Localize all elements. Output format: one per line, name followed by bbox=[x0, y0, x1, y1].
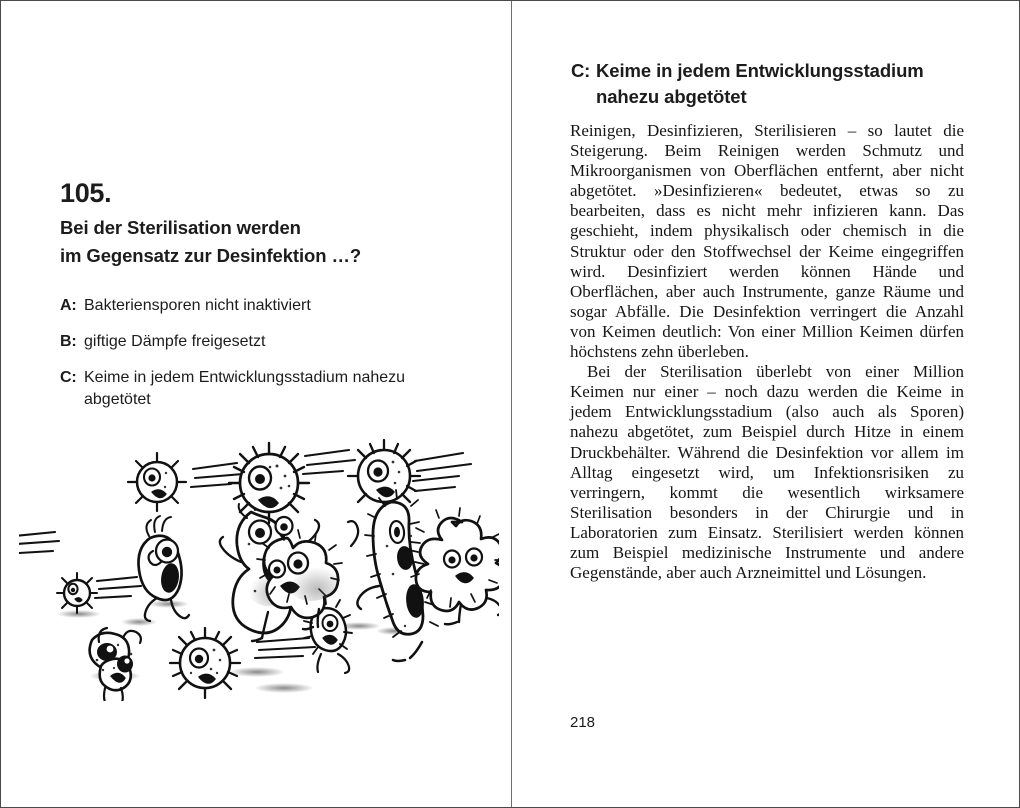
answer-option-a-letter: A: bbox=[60, 297, 77, 314]
question-title-line-1: Bei der Sterilisation werden bbox=[60, 217, 301, 238]
explanation-paragraph-2: Bei der Sterilisation überlebt von einer Million Keimen nur einer – noch dazu werden die Keime in jedem Entwicklungsstadium (also auch als Sporen) nahezu abgetötet, zum Beispiel durch Hitze in einem Druckbehälter. Während die Desinfektion vor allem im Alltag eingesetzt wird, um Infektionsrisiken zu verringern, kommt die wesentlich wirksamere Sterilisation besonders in der Chirurgie und in Laboratorien zum Einsatz. Sterilisiert werden können zum Beispiel medizinische Instrumente und andere Gegenstände, aber auch Arzneimittel und Lösungen. bbox=[570, 362, 964, 583]
answer-option-c-letter: C: bbox=[60, 369, 77, 386]
germ-spiky-ball-upper-right bbox=[348, 440, 420, 512]
question-number: 105. bbox=[60, 178, 112, 208]
explanation-paragraph-1: Reinigen, Desinfizieren, Sterilisieren – so lautet die Steigerung. Beim Reinigen werden Schmutz und Mikroorganismen von Oberflächen entfernt, aber nicht abgetötet. »Desinfizieren« bedeutet, etwas so zu bearbeiten, dass es nicht mehr infizieren kann. Das geschieht, indem physikalisch oder chemisch in die Struktur oder den Stoffwechsel der Keime eingegriffen wird. Desinfiziert werden können Hände und Oberflächen, aber auch Instrumente, ganze Räume und sogar Abfälle. Die Desinfektion verringert die Anzahl von Keimen deutlich: Von einer Million Keimen dürfen höchstens zehn überleben. bbox=[570, 121, 964, 362]
question-title bbox=[60, 214, 460, 270]
answer-option-c bbox=[60, 367, 470, 411]
correct-answer-heading-line-1: Keime in jedem Entwicklungsstadium bbox=[596, 60, 924, 81]
explanation-body bbox=[570, 121, 964, 583]
germ-double-blob-bottomleft bbox=[90, 628, 141, 701]
answer-option-c-text: Keime in jedem Entwicklungsstadium nahezu abgetötet bbox=[84, 369, 406, 408]
answer-option-b bbox=[60, 331, 470, 353]
page-number: 218 bbox=[570, 714, 596, 731]
answer-option-a bbox=[60, 295, 470, 317]
question-title-line-2: im Gegensatz zur Desinfektion …? bbox=[60, 245, 362, 266]
answer-option-b-letter: B: bbox=[60, 333, 77, 350]
left-page bbox=[1, 1, 511, 807]
correct-answer-letter: C: bbox=[571, 60, 591, 81]
correct-answer-heading-text bbox=[596, 58, 924, 110]
right-page bbox=[512, 1, 1020, 807]
germs-cartoon-illustration bbox=[19, 426, 499, 701]
answer-option-b-text: giftige Dämpfe freigesetzt bbox=[84, 333, 266, 350]
answer-option-a-text: Bakteriensporen nicht inaktiviert bbox=[84, 297, 311, 314]
germ-spiky-ball-upper-left bbox=[128, 453, 186, 511]
germ-spiky-small-left bbox=[57, 573, 97, 613]
germ-spiky-ball-upper-center bbox=[229, 443, 309, 523]
germ-spiky-ball-bottom bbox=[170, 628, 240, 698]
answer-options-list bbox=[60, 295, 470, 425]
correct-answer-heading bbox=[571, 58, 971, 110]
correct-answer-heading-line-2: nahezu abgetötet bbox=[596, 86, 747, 107]
germs-illustration-svg bbox=[19, 426, 499, 701]
